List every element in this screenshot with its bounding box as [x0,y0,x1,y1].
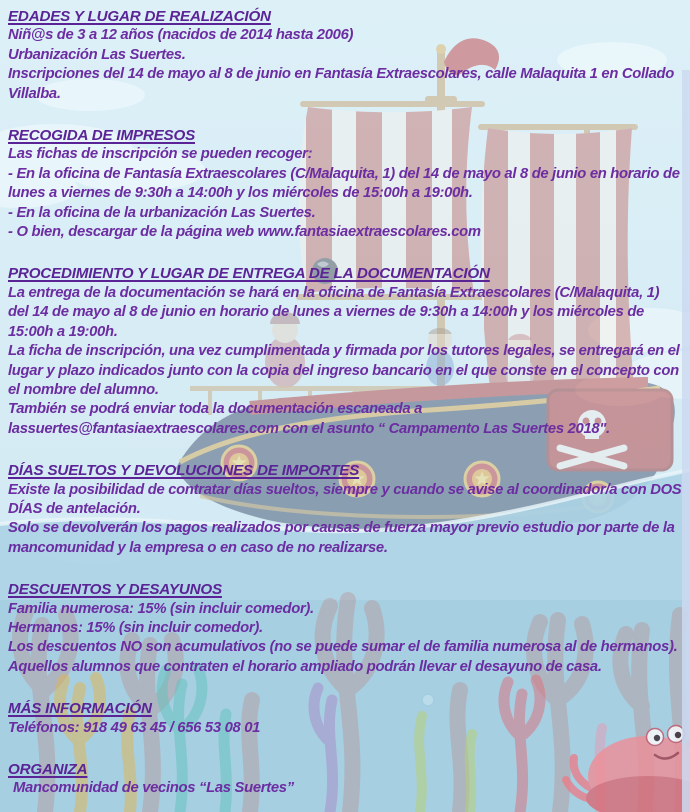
section-procedimiento [8,264,682,439]
section-heading: RECOGIDA DE IMPRESOS [8,127,195,145]
section-descuentos [8,580,682,677]
paragraph: Niñ@s de 3 a 12 años (nacidos de 2014 hasta 2006) [8,27,354,44]
paragraph: - O bien, descargar de la página web www.fantasiaextraescolares.com [8,224,481,241]
paragraph: Inscripciones del 14 de mayo al 8 de junio en Fantasía Extraescolares, calle Malaquita 1 en Collado Villalba. [8,66,675,102]
paragraph: - En la oficina de Fantasía Extraescolares (C/Malaquita, 1) del 14 de mayo al 8 de junio en horario de lunes a viernes de 9:30h a 14:00h y los miércoles de 15:00h a 19:00h. [8,165,680,202]
paragraph: Aquellos alumnos que contraten el horario ampliado podrán llevar el desayuno de casa. [8,658,602,675]
paragraph: Existe la posibilidad de contratar días sueltos, siempre y cuando se avise al coordinador/a con DOS DÍAS de antelación. [8,481,682,517]
paragraph: Solo se devolverán los pagos realizados por causas de fuerza mayor previo estudio por parte de la mancomunidad y la empresa o en caso de no realizarse. [8,520,675,556]
section-heading: MÁS INFORMACIÓN [8,700,152,718]
paragraph: Hermanos: 15% (sin incluir comedor). [8,619,263,636]
section-heading: ORGANIZA [8,761,88,778]
paragraph: Los descuentos NO son acumulativos (no se puede sumar el de familia numerosa al de hermanos). [8,639,678,656]
paragraph: Las fichas de inscripción se pueden recoger: [8,146,313,163]
section-organiza [8,760,682,799]
section-edades [8,7,682,104]
section-dias-sueltos [8,461,682,558]
section-heading: DESCUENTOS Y DESAYUNOS [8,581,222,599]
paragraph: También se podrá enviar toda la documentación escaneada a lassuertes@fantasiaextraescolares.com con el asunto “ Campamento Las Suertes 2018". [8,401,610,437]
phone-numbers: Teléfonos: 918 49 63 45 / 656 53 08 01 [8,719,261,736]
paragraph: Familia numerosa: 15% (sin incluir comedor). [8,600,314,617]
paragraph: La ficha de inscripción, una vez cumplimentada y firmada por los tutores legales, se entregará en el lugar y plazo indicados junto con la copia del ingreso bancario en el que conste en el concepto con el nombre del alumno. [8,343,680,398]
paragraph: - En la oficina de la urbanización Las Suertes. [8,204,316,221]
section-heading: PROCEDIMIENTO Y LUGAR DE ENTREGA DE LA DOCUMENTACIÓN [8,265,490,283]
section-heading: EDADES Y LUGAR DE REALIZACIÓN [8,8,271,25]
section-heading: DÍAS SUELTOS Y DEVOLUCIONES DE IMPORTES [8,462,360,480]
paragraph: Urbanización Las Suertes. [8,46,186,63]
paragraph: La entrega de la documentación se hará en la oficina de Fantasía Extraescolares (C/Malaquita, 1) del 14 de mayo al 8 de junio en horario de lunes a viernes de 9:30h a 14:00h y los miércoles de 15:00h a 19:00h. [8,284,660,340]
section-mas-informacion [8,699,682,738]
organizer-name: Mancomunidad de vecinos “Las Suertes” [13,780,294,797]
section-recogida [8,126,682,242]
